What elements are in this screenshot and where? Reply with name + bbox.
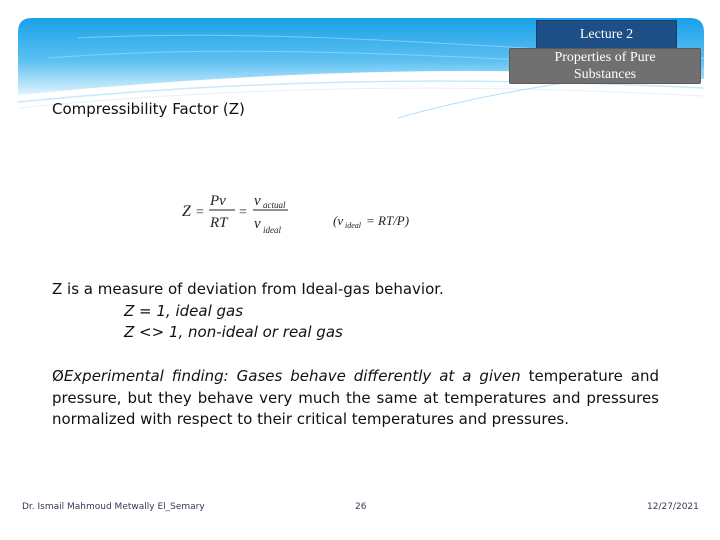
eq-aside-rest: = RT/P): [366, 213, 410, 228]
svg-text:=: =: [239, 205, 247, 220]
eq-aside-sub: ideal: [345, 221, 361, 230]
footer-date: 12/27/2021: [647, 502, 699, 512]
eq-z: Z: [182, 203, 191, 220]
lecture-tag: Lecture 2: [536, 20, 677, 49]
experimental-paragraph: [52, 366, 659, 431]
eq-num2: v: [254, 193, 261, 209]
topic-line-2: Substances: [573, 67, 637, 82]
eq-den2-sub: ideal: [263, 225, 281, 235]
footer-author: Dr. Ismail Mahmoud Metwally El_Semary: [22, 502, 205, 512]
eq-aside: (v: [333, 213, 344, 228]
compressibility-equation: [180, 186, 450, 238]
footer-page-number: 26: [355, 502, 367, 512]
eq-num1: Pv: [210, 193, 226, 209]
svg-text:=: =: [196, 205, 204, 220]
para-rest: temperature and pressure, but they behave very much the same at temperatures and pressures normalized with respect to their critical temperatures and pressures.: [52, 367, 659, 428]
topic-line-1: Properties of Pure: [554, 50, 656, 65]
eq-den2: v: [254, 216, 261, 232]
eq-num2-sub: actual: [263, 200, 286, 210]
topic-tag: [509, 48, 701, 84]
slide-title: Compressibility Factor (Z): [52, 100, 245, 118]
definition-line: Z is a measure of deviation from Ideal-gas behavior.: [52, 280, 444, 298]
case-ideal: Z = 1, ideal gas: [124, 302, 244, 320]
arrow-bullet-icon: Ø: [52, 367, 64, 385]
para-italic: Experimental finding: Gases behave differently at a given: [63, 367, 521, 385]
eq-den1: RT: [210, 215, 228, 231]
case-real: Z <> 1, non-ideal or real gas: [124, 323, 343, 341]
